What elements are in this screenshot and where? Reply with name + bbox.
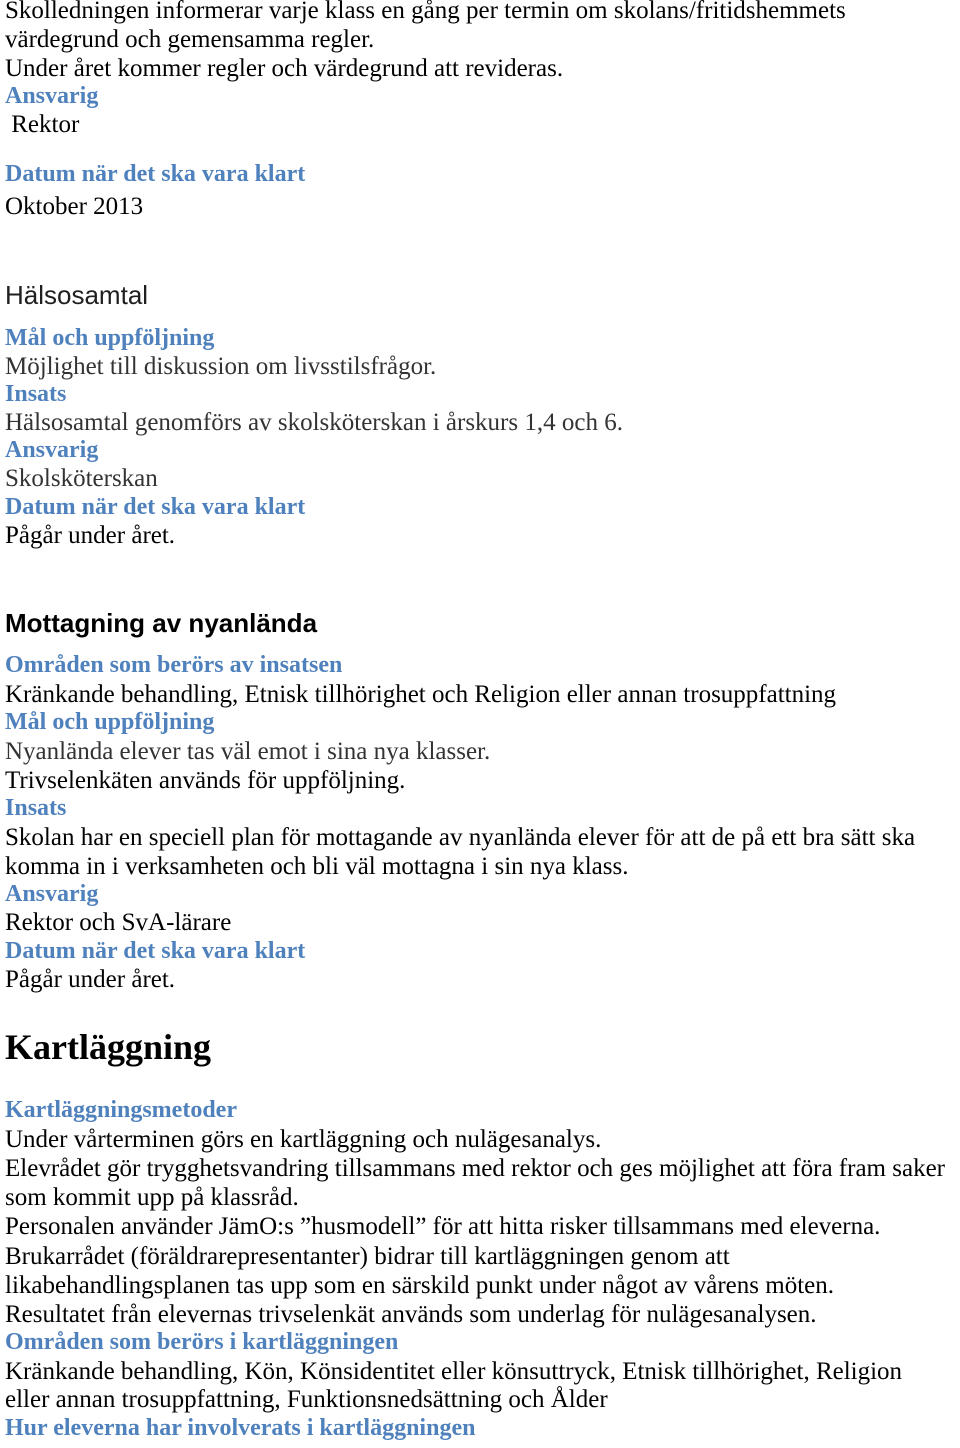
deadline-label: Datum när det ska vara klart (5, 494, 306, 520)
methods-line: Brukarrådet (föräldrarepresentanter) bidrar till kartläggningen genom att (5, 1243, 730, 1270)
intro-text-line: Under året kommer regler och värdegrund att revideras. (5, 55, 564, 82)
action-line: komma in i verksamheten och bli väl mottagna i sin nya klass. (5, 853, 629, 880)
areas-value: Kränkande behandling, Etnisk tillhörighet och Religion eller annan trosuppfattning (5, 681, 837, 708)
areas-label: Områden som berörs av insatsen (5, 652, 343, 678)
action-label: Insats (5, 795, 67, 821)
areas-label: Områden som berörs i kartläggningen (5, 1329, 399, 1355)
methods-line: Elevrådet gör trygghetsvandring tillsammans med rektor och ges möjlighet att föra fram saker (5, 1155, 945, 1182)
responsible-label: Ansvarig (5, 83, 99, 109)
section-heading-mottagning: Mottagning av nyanlända (5, 608, 318, 638)
deadline-value: Pågår under året. (5, 966, 176, 993)
deadline-label: Datum när det ska vara klart (5, 161, 306, 187)
responsible-value: Rektor (5, 111, 80, 138)
deadline-value: Oktober 2013 (5, 193, 144, 220)
methods-line: Under vårterminen görs en kartläggning och nulägesanalys. (5, 1126, 602, 1153)
deadline-value: Pågår under året. (5, 522, 176, 549)
intro-text-line: värdegrund och gemensamma regler. (5, 26, 375, 53)
methods-line: likabehandlingsplanen tas upp som en särskild punkt under något av vårens möten. (5, 1272, 834, 1299)
responsible-value: Skolsköterskan (5, 465, 158, 492)
areas-line: eller annan trosuppfattning, Funktionsnedsättning och Ålder (5, 1386, 608, 1413)
responsible-label: Ansvarig (5, 437, 99, 463)
intro-text-line: Skolledningen informerar varje klass en gång per termin om skolans/fritidshemmets (5, 0, 846, 24)
involvement-label: Hur eleverna har involverats i kartläggningen (5, 1415, 476, 1441)
responsible-value: Rektor och SvA-lärare (5, 909, 232, 936)
section-heading-halsosamtal: Hälsosamtal (5, 280, 149, 310)
action-line: Skolan har en speciell plan för mottagande av nyanlända elever för att de på ett bra sätt ska (5, 824, 916, 851)
methods-line: som kommit upp på klassråd. (5, 1184, 299, 1211)
goal-label: Mål och uppföljning (5, 709, 215, 735)
methods-label: Kartläggningsmetoder (5, 1097, 237, 1123)
goal-line: Trivselenkäten används för uppföljning. (5, 767, 406, 794)
responsible-label: Ansvarig (5, 881, 99, 907)
action-value: Hälsosamtal genomförs av skolsköterskan i årskurs 1,4 och 6. (5, 409, 623, 436)
methods-line: Personalen använder JämO:s ”husmodell” för att hitta risker tillsammans med eleverna. (5, 1213, 881, 1240)
methods-line: Resultatet från elevernas trivselenkät används som underlag för nulägesanalysen. (5, 1301, 817, 1328)
goal-label: Mål och uppföljning (5, 325, 215, 351)
section-heading-kartlaggning: Kartläggning (5, 1027, 212, 1067)
goal-line: Nyanlända elever tas väl emot i sina nya klasser. (5, 738, 491, 765)
goal-value: Möjlighet till diskussion om livsstilsfrågor. (5, 353, 437, 380)
deadline-label: Datum när det ska vara klart (5, 938, 306, 964)
areas-line: Kränkande behandling, Kön, Könsidentitet eller könsuttryck, Etnisk tillhörighet, Religion (5, 1358, 903, 1385)
action-label: Insats (5, 381, 67, 407)
